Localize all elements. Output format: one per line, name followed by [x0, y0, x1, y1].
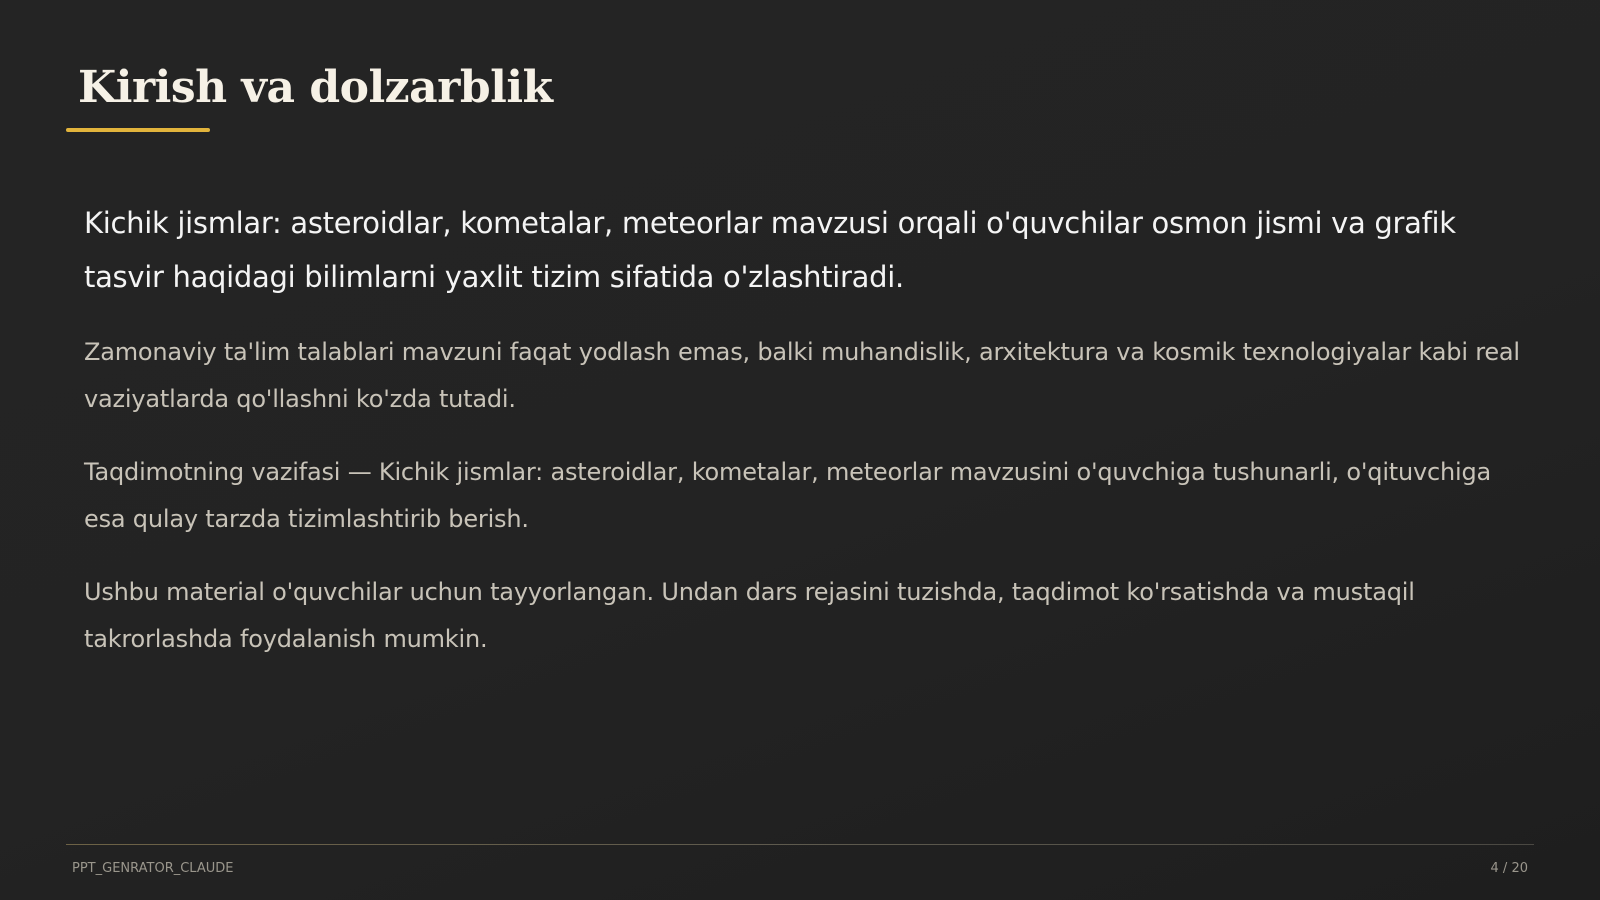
page-number: 4 / 20	[1490, 861, 1528, 876]
body-paragraph-2: Taqdimotning vazifasi — Kichik jismlar: asteroidlar, kometalar, meteorlar mavzusini o'quvchiga tushunarli, o'qituvchiga esa qulay tarzda tizimlashtirib berish.	[84, 458, 1492, 533]
slide-title: Kirish va dolzarblik	[78, 62, 553, 113]
body-paragraph-3: Ushbu material o'quvchilar uchun tayyorlangan. Undan dars rejasini tuzishda, taqdimot ko'rsatishda va mustaqil takrorlashda foydalanish mumkin.	[84, 578, 1415, 653]
footer-divider	[66, 844, 1534, 845]
lead-paragraph: Kichik jismlar: asteroidlar, kometalar, meteorlar mavzusi orqali o'quvchilar osmon jismi va grafik tasvir haqidagi bilimlarni yaxlit tizim sifatida o'zlashtiradi.	[84, 206, 1456, 294]
body-paragraph-1: Zamonaviy ta'lim talablari mavzuni faqat yodlash emas, balki muhandislik, arxitektura va kosmik texnologiyalar kabi real vaziyatlarda qo'llashni ko'zda tutadi.	[84, 338, 1520, 413]
title-underline-accent	[66, 128, 210, 132]
footer-source-label: PPT_GENRATOR_CLAUDE	[72, 861, 234, 876]
